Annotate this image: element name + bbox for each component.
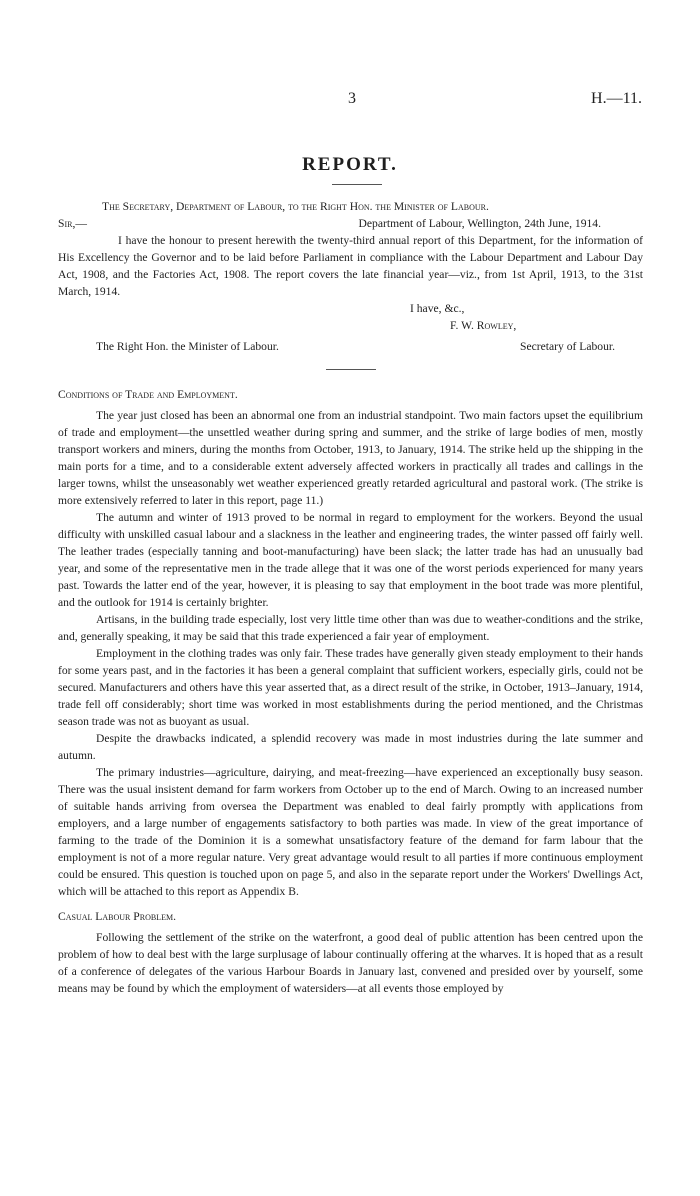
paragraph: Following the settlement of the strike on the waterfront, a good deal of public attention has been centred upon the problem of how to deal best with the large surplusage of labour continually offering at the wharves. It is hoped that as a result of a conference of delegates of the various Harbour Boards in January last, convened and presided over by yourself, some means may be found by which the employment of watersiders—at all events those employed by [58, 931, 643, 995]
closing: I have, &c., [410, 302, 465, 315]
letter-body: I have the honour to present herewith the twenty-third annual report of this Department, for the information of His Excellency the Governor and to be laid before Parliament in compliance with the Labour Department and Labour Day Act, 1908, and the Factories Act, 1908. The report covers the late financial year—viz., from 1st April, 1913, to the 31st March, 1914. [58, 234, 643, 298]
location-date: Department of Labour, Wellington, 24th June, 1914. [358, 217, 601, 230]
address-line: The Secretary, Department of Labour, to the Right Hon. the Minister of Labour. [102, 200, 489, 213]
title-rule [332, 184, 382, 185]
recipient-row [58, 338, 643, 355]
signatory: F. W. Rowley, [450, 319, 517, 332]
paragraph: The autumn and winter of 1913 proved to be normal in regard to employment for the workers. Beyond the usual difficulty with unskilled casual labour and a slackness in the leather and engineering trades, the winter passed off fairly well. The leather trades (especially tanning and boot-manufacturing) have been slack; the latter trade has had an unusually bad year, and some of the representative men in the trade allege that it was one of the worst periods experienced for many years past. Towards the latter end of the year, however, it is pleasing to say that employment in the boot trade was more plentiful, and the outlook for 1914 is certainly brighter. [58, 511, 643, 609]
section-heading-casual-labour: Casual Labour Problem. [58, 910, 176, 923]
recipient: The Right Hon. the Minister of Labour. [96, 340, 279, 353]
document-reference: H.—11. [591, 90, 642, 107]
paragraph: The primary industries—agriculture, dairying, and meat-freezing—have experienced an exceptionally busy season. There was the usual insistent demand for farm workers from October up to the end of March. Owing to an increased number of suitable hands arriving from oversea the Department was enabled to deal fairly promptly with applications from employers, and a large number of engagements satisfactory to both parties was made. In view of the great importance of farming to the trade of the Dominion it is a somewhat unsatisfactory feature of the demand for farm labour that the employment is not of a more regular nature. Very great advantage would result to all parties if more continuous employment could be ensured. This question is touched upon on page 5, and also in the separate report under the Workers' Dwellings Act, which will be attached to this report as Appendix B. [58, 766, 643, 898]
signatory-title: Secretary of Labour. [520, 340, 615, 353]
section-heading-trade: Conditions of Trade and Employment. [58, 388, 238, 401]
report-title: REPORT. [302, 154, 398, 175]
page-number: 3 [348, 90, 356, 107]
salutation-row [58, 215, 643, 232]
report-body [58, 198, 643, 997]
salutation: Sir,— [58, 217, 87, 230]
paragraph: The year just closed has been an abnormal one from an industrial standpoint. Two main factors upset the equilibrium of trade and employment—the unsettled weather during spring and summer, and the strike of large bodies of men, mostly transport workers and miners, during the months from October, 1913, to January, 1914. The strike held up the shipping in the main ports for a time, and to a considerable extent adversely affected workers in practically all trades and callings in the larger towns, whilst the unseasonably wet weather experienced greatly retarded agricultural and pastoral work. (The strike is more extensively referred to later in this report, page 11.) [58, 409, 643, 507]
paragraph: Artisans, in the building trade especially, lost very little time other than was due to weather-conditions and the strike, and, generally speaking, it may be said that this trade experienced a fair year of employment. [58, 613, 643, 643]
paragraph: Despite the drawbacks indicated, a splendid recovery was made in most industries during the late summer and autumn. [58, 732, 643, 762]
paragraph: Employment in the clothing trades was only fair. These trades have generally given steady employment to their hands for some years past, and in the factories it has been a general complaint that sufficient workers, especially girls, could not be secured. Manufacturers and others have this year asserted that, as a direct result of the strike, in October, 1913–January, 1914, trade fell off considerably; short time was worked in most establishments during the period mentioned, and the Christmas season trade was not as buoyant as usual. [58, 647, 643, 728]
